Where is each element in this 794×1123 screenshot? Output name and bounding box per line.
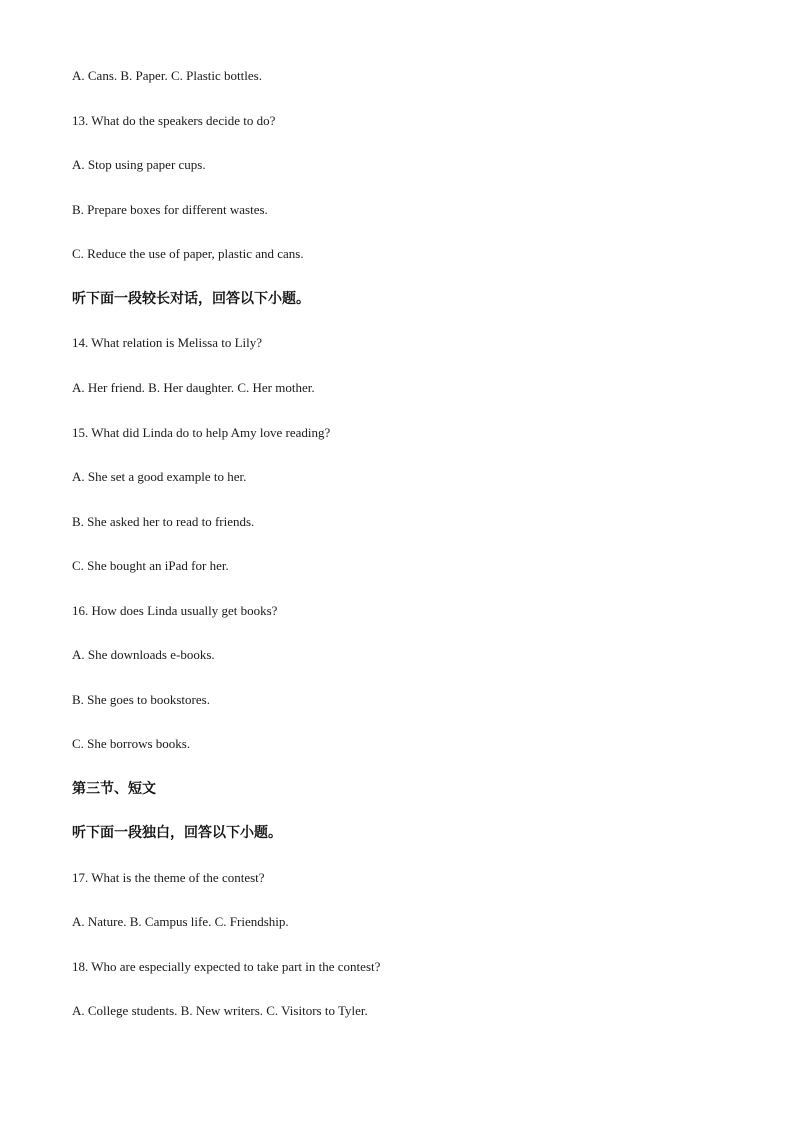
question-13: 13. What do the speakers decide to do? xyxy=(72,113,276,128)
option-12-line: A. Cans. B. Paper. C. Plastic bottles. xyxy=(72,68,262,83)
section-heading-part-three: 第三节、短文 xyxy=(72,781,156,797)
question-16: 16. How does Linda usually get books? xyxy=(72,603,278,618)
option-16-a: A. She downloads e-books. xyxy=(72,647,215,662)
section-heading-long-dialogue: 听下面一段较长对话，回答以下小题。 xyxy=(72,291,310,307)
option-13-b: B. Prepare boxes for different wastes. xyxy=(72,202,268,217)
question-14: 14. What relation is Melissa to Lily? xyxy=(72,335,263,350)
question-15: 15. What did Linda do to help Amy love reading? xyxy=(72,425,331,440)
option-16-c: C. She borrows books. xyxy=(72,736,191,751)
section-heading-monologue: 听下面一段独白，回答以下小题。 xyxy=(72,825,282,841)
option-14-line: A. Her friend. B. Her daughter. C. Her mother. xyxy=(72,380,315,395)
question-18: 18. Who are especially expected to take part in the contest? xyxy=(72,959,381,974)
option-15-b: B. She asked her to read to friends. xyxy=(72,514,255,529)
option-15-a: A. She set a good example to her. xyxy=(72,469,247,484)
question-17: 17. What is the theme of the contest? xyxy=(72,870,265,885)
option-16-b: B. She goes to bookstores. xyxy=(72,692,210,707)
option-13-a: A. Stop using paper cups. xyxy=(72,157,206,172)
option-18-line: A. College students. B. New writers. C. Visitors to Tyler. xyxy=(72,1003,368,1018)
option-17-line: A. Nature. B. Campus life. C. Friendship. xyxy=(72,914,289,929)
option-15-c: C. She bought an iPad for her. xyxy=(72,558,229,573)
option-13-c: C. Reduce the use of paper, plastic and cans. xyxy=(72,246,304,261)
